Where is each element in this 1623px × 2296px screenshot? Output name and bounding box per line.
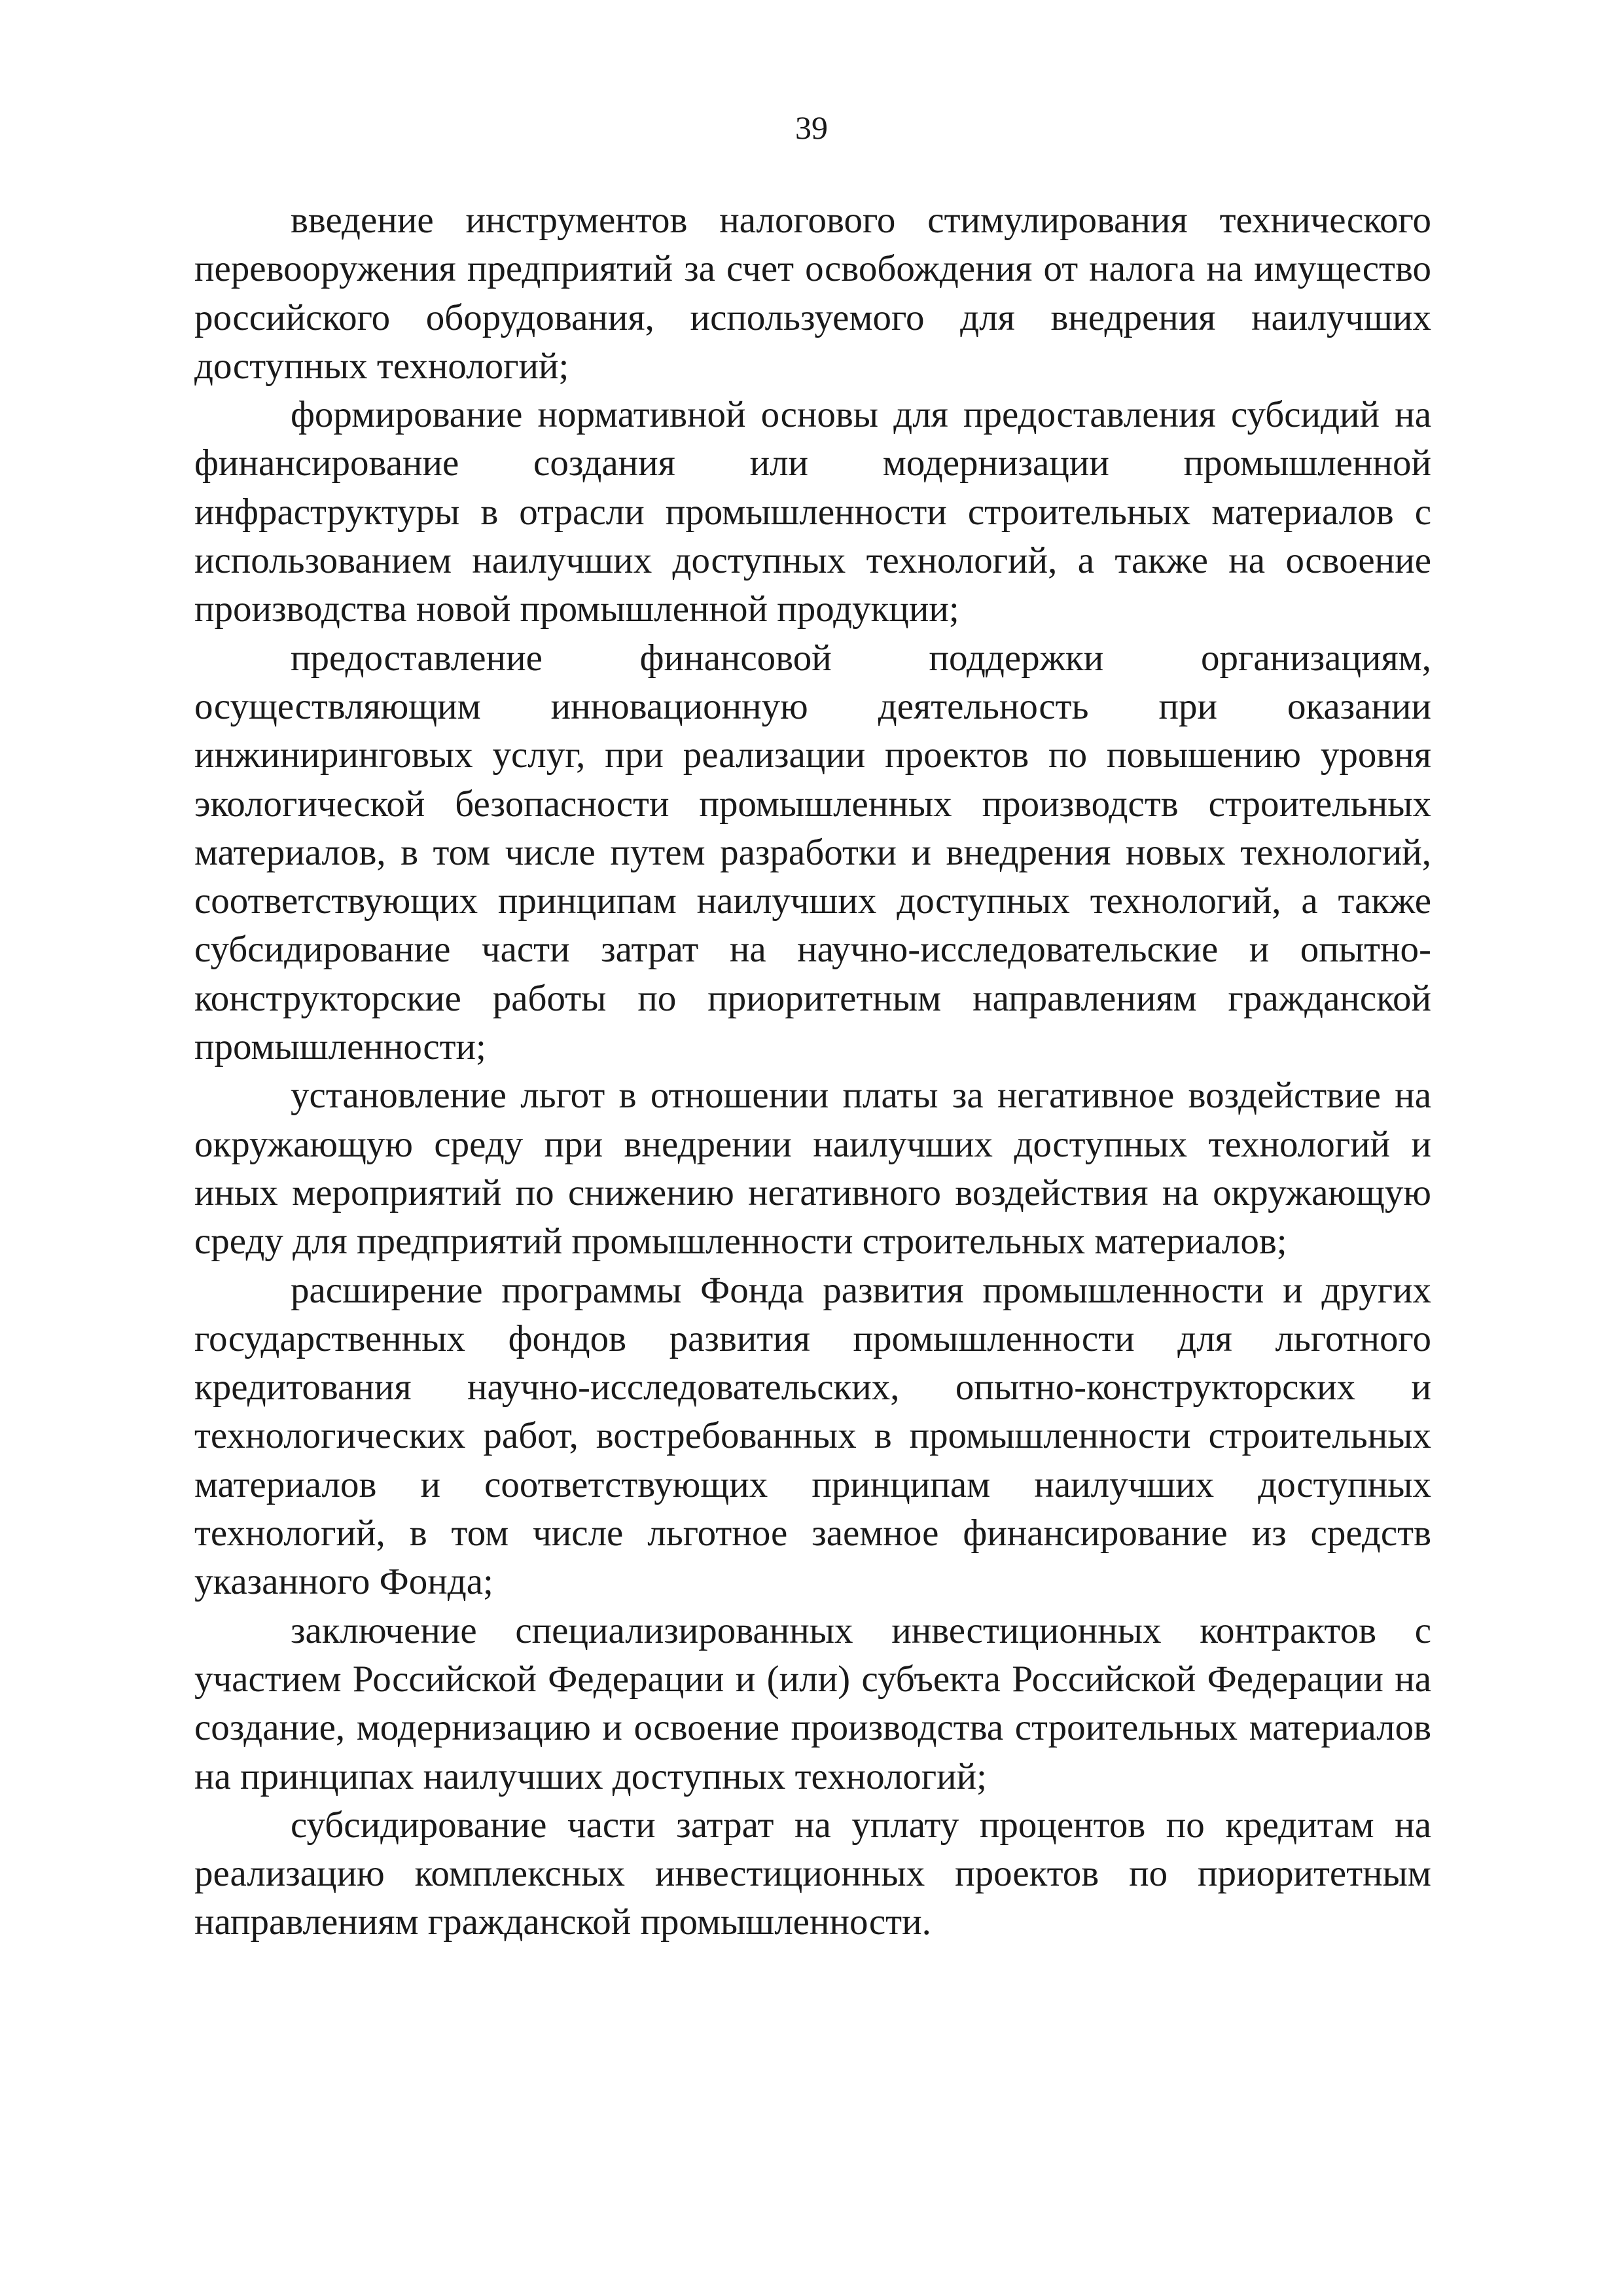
paragraph-financial-support: предоставление финансовой поддержки организациям, осуществляющим инновационную деятельность при оказании инжиниринговых услуг, при реализации проектов по повышению уровня экологической безопасности промышленных производств строительных материалов, в том числе путем разработки и внедрения новых технологий, соответствующих принципам наилучших доступных технологий, а также субсидирование части затрат на научно-исследовательские и опытно-конструкторские работы по приоритетным направлениям гражданской промышленности;	[194, 637, 1431, 1068]
paragraph-investment-contracts: заключение специализированных инвестиционных контрактов с участием Российской Федерации и (или) субъекта Российской Федерации на создание, модернизацию и освоение производства строительных материалов на принципах наилучших доступных технологий;	[194, 1609, 1431, 1797]
paragraph-subsidy-framework: формирование нормативной основы для предоставления субсидий на финансирование создания или модернизации промышленной инфраструктуры в отрасли промышленности строительных материалов с использованием наилучших доступных технологий, а также на освоение производства новой промышленной продукции;	[194, 394, 1431, 630]
paragraph-interest-subsidy: субсидирование части затрат на уплату процентов по кредитам на реализацию комплексных инвестиционных проектов по приоритетным направлениям гражданской промышленности.	[194, 1804, 1431, 1943]
page-number: 39	[795, 109, 828, 146]
paragraph-tax-incentives: введение инструментов налогового стимулирования технического перевооружения предприятий за счет освобождения от налога на имущество российского оборудования, используемого для внедрения наилучших доступных технологий;	[194, 200, 1431, 387]
document-body	[194, 196, 1431, 1947]
paragraph-environmental-benefits: установление льгот в отношении платы за негативное воздействие на окружающую среду при внедрении наилучших доступных технологий и иных мероприятий по снижению негативного воздействия на окружающую среду для предприятий промышленности строительных материалов;	[194, 1075, 1431, 1263]
paragraph-development-fund: расширение программы Фонда развития промышленности и других государственных фондов развития промышленности для льготного кредитования научно-исследовательских, опытно-конструкторских и технологических работ, востребованных в промышленности строительных материалов и соответствующих принципам наилучших доступных технологий, в том числе льготное заемное финансирование из средств указанного Фонда;	[194, 1269, 1431, 1603]
